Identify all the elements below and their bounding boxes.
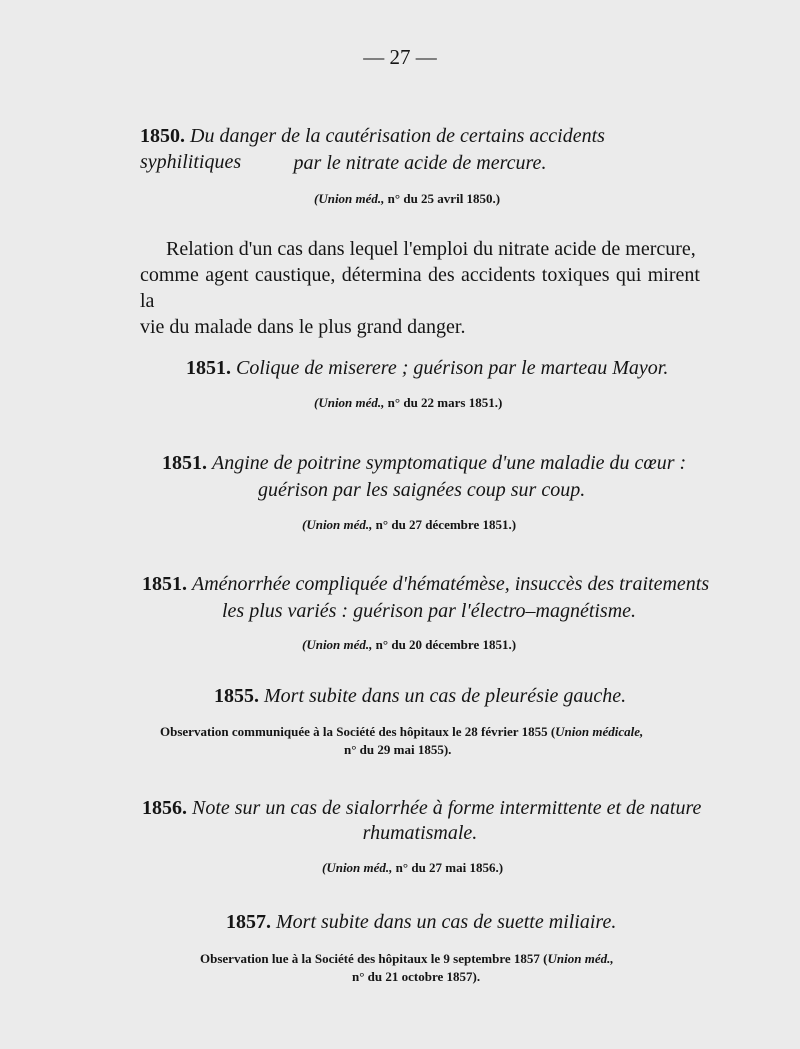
description-line: Relation d'un cas dans lequel l'emploi du nitrate acide de mercure, [166,238,696,260]
description-line: comme agent caustique, détermina des accidents toxiques qui mirent la [140,264,700,312]
entry-year: 1851. [142,573,187,595]
entry-1850-source [314,191,500,207]
entry-year: 1856. [142,797,187,819]
entry-1851b-source [302,517,516,533]
entry-1851a-source [314,395,502,411]
entry-year: 1857. [226,911,271,933]
source-journal: Union médicale, [555,724,644,739]
entry-1857-heading [226,909,686,935]
entry-title: Mort subite dans un cas de pleurésie gauche. [264,685,627,707]
entry-title: Aménorrhée compliquée d'hématémèse, insuccès des traitements [192,573,710,595]
entry-1850-title-line2: par le nitrate acide de mercure. [293,152,547,174]
entry-title: Colique de miserere ; guérison par le marteau Mayor. [236,357,669,379]
entry-1855-observation-line2: n° du 29 mai 1855). [344,742,452,757]
source-journal: (Union méd., [302,637,373,652]
entry-1855-observation [160,724,643,740]
entry-1851c-title-line2: les plus variés : guérison par l'électro–magnétisme. [222,600,637,622]
entry-1851c-source [302,637,516,653]
source-issue: n° du 22 mars 1851.) [387,395,503,410]
page-number: — 27 — [363,45,437,69]
entry-year: 1851. [162,452,207,474]
entry-title: Du danger de la cautérisation de certains accidents syphilitiques [140,125,605,173]
source-journal: (Union méd., [302,517,373,532]
entry-1856-heading [142,795,712,821]
entry-1857-observation [200,951,614,967]
source-journal: (Union méd., [314,395,385,410]
entry-1851c-heading [142,571,712,597]
source-issue: n° du 25 avril 1850.) [387,191,501,206]
entry-1856-title-line2: rhumatismale. [362,822,478,844]
source-journal: Union méd., [547,951,614,966]
source-journal: (Union méd., [322,860,393,875]
entry-title: Angine de poitrine symptomatique d'une maladie du cœur : [212,452,687,474]
source-issue: n° du 27 mai 1856.) [395,860,504,875]
entry-1851b-title-line2: guérison par les saignées coup sur coup. [258,479,586,501]
description-line: vie du malade dans le plus grand danger. [140,316,466,338]
entry-title: Mort subite dans un cas de suette miliaire. [276,911,617,933]
entry-1851a-heading [186,355,706,381]
entry-1856-source [322,860,503,876]
entry-1855-heading [214,683,694,709]
entry-1851b-heading [162,450,702,476]
entry-year: 1855. [214,685,259,707]
entry-1857-observation-line2: n° du 21 octobre 1857). [352,969,481,984]
source-issue: n° du 27 décembre 1851.) [375,517,517,532]
entry-year: 1850. [140,125,185,147]
source-issue: n° du 20 décembre 1851.) [375,637,517,652]
entry-1850-description [140,236,700,340]
observation-text: Observation communiquée à la Société des hôpitaux le 28 février 1855 ( [160,724,556,739]
observation-text: Observation lue à la Société des hôpitaux le 9 septembre 1857 ( [200,951,548,966]
entry-title: Note sur un cas de sialorrhée à forme intermittente et de nature [192,797,702,819]
source-journal: (Union méd., [314,191,385,206]
entry-year: 1851. [186,357,231,379]
